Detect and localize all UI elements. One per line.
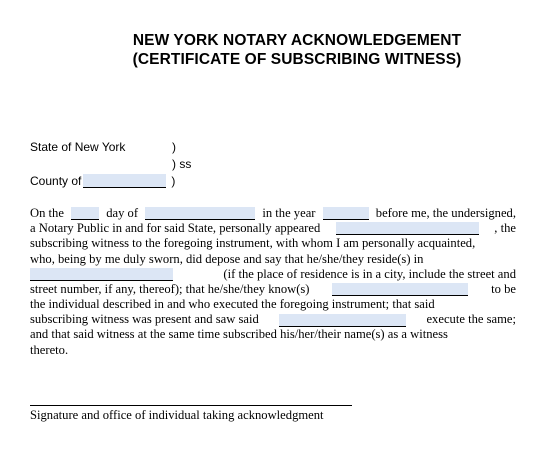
body-text-line-3: subscribing witness to the foregoing instrument, with whom I am personally acquainted, [30,236,476,251]
body-line-5 [30,267,516,282]
body-line-10 [30,343,516,358]
day-field[interactable] [71,207,99,220]
body-text-personally-appeared: a Notary Public in and for said State, personally appeared [30,221,321,236]
body-text-line-10: thereto. [30,342,69,357]
body-text-before-me: before me, the undersigned, [375,205,516,220]
residence-field[interactable] [30,268,173,281]
executor-field[interactable] [279,314,406,327]
body-text-line-7: the individual described in and who executed the foregoing instrument; that said [30,297,435,312]
body-text-in-the-year: in the year [262,205,316,220]
signature-line[interactable] [30,405,352,406]
body-text-line-5: (if the place of residence is in a city, include the street and [223,266,516,281]
body-line-1 [30,206,516,221]
body-text-saw-said: subscribing witness was present and saw said [30,312,259,327]
body-text-day-of: day of [106,205,139,220]
county-field[interactable] [83,174,166,188]
signature-label: Signature and office of individual taking acknowledgment [30,408,324,422]
individual-field[interactable] [332,283,468,296]
body-line-4 [30,252,516,267]
state-label: State of New York [30,140,126,154]
year-field[interactable] [323,207,369,220]
ss-label: ) ss [172,157,192,171]
document-subtitle: (CERTIFICATE OF SUBSCRIBING WITNESS) [132,51,462,68]
body-text-execute: execute the same; [426,312,516,327]
body-text-know: street number, if any, thereof); that he/she/they know(s) [30,281,310,296]
month-field[interactable] [145,207,255,220]
document-title: NEW YORK NOTARY ACKNOWLEDGEMENT [132,32,462,49]
body-text-to-be: to be [491,281,516,296]
body-line-7 [30,297,516,312]
county-label: County of [30,174,82,188]
acknowledgement-body [30,206,516,358]
body-line-2 [30,221,516,236]
body-text-line-4: who, being by me duly sworn, did depose and say that he/she/they reside(s) in [30,251,424,266]
body-text-line-9: and that said witness at the same time subscribed his/her/their name(s) as a witness [30,327,448,342]
county-row [30,174,175,188]
body-line-9 [30,328,516,343]
body-text-the: , the [494,221,516,236]
venue-paren: ) [172,140,176,154]
body-line-3 [30,236,516,251]
body-line-8 [30,312,516,327]
witness-name-field[interactable] [336,222,479,235]
body-text-on-the: On the [30,205,64,220]
body-line-6 [30,282,516,297]
county-paren: ) [171,174,176,188]
